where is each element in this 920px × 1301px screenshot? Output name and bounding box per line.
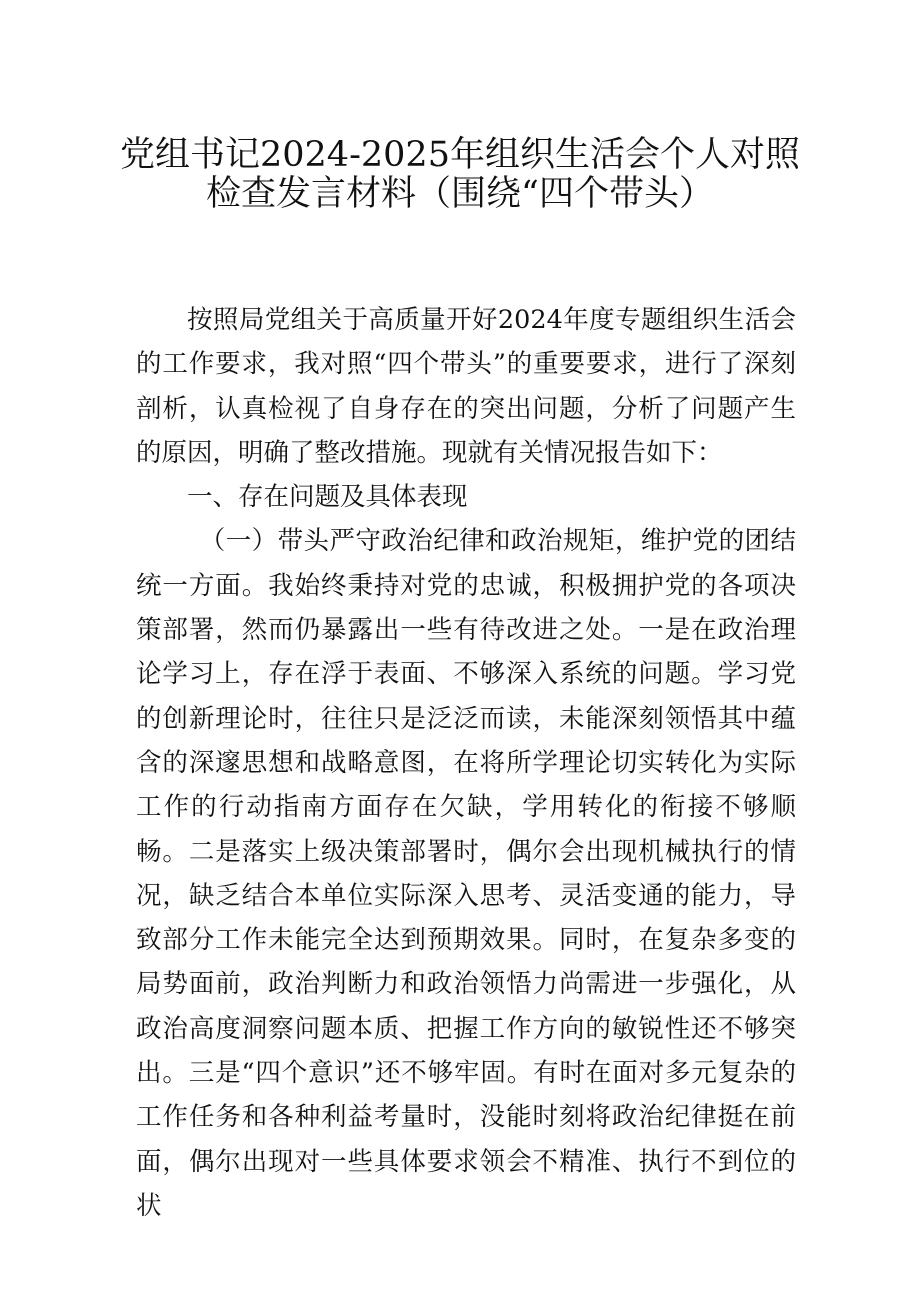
document-body <box>136 298 796 1228</box>
section-heading: 一、存在问题及具体表现 <box>187 482 468 513</box>
document-title-line-2: 检查发言材料（围绕“四个带头） <box>206 174 714 214</box>
intro-paragraph: 按照局党组关于高质量开好2024年度专题组织生活会的工作要求，我对照“四个带头”的重要要求，进行了深刻剖析，认真检视了自身存在的突出问题，分析了问题产生的原因，明确了整改措施。现就有关情况报告如下： <box>136 305 796 468</box>
subsection-paragraph: （一）带头严守政治纪律和政治规矩，维护党的团结统一方面。我始终秉持对党的忠诚，积极拥护党的各项决策部署，然而仍暴露出一些有待改进之处。一是在政治理论学习上，存在浮于表面、不够深入系统的问题。学习党的创新理论时，往往只是泛泛而读，未能深刻领悟其中蕴含的深邃思想和战略意图，在将所学理论切实转化为实际工作的行动指南方面存在欠缺，学用转化的衔接不够顺畅。二是落实上级决策部署时，偶尔会出现机械执行的情况，缺乏结合本单位实际深入思考、灵活变通的能力，导致部分工作未能完全达到预期效果。同时，在复杂多变的局势面前，政治判断力和政治领悟力尚需进一步强化，从政治高度洞察问题本质、把握工作方向的敏锐性还不够突出。三是“四个意识”还不够牢固。有时在面对多元复杂的工作任务和各种利益考量时，没能时刻将政治纪律挺在前面，偶尔出现对一些具体要求领会不精准、执行不到位的状 <box>136 526 796 1221</box>
document-title-line-1: 党组书记2024-2025年组织生活会个人对照 <box>120 135 800 175</box>
